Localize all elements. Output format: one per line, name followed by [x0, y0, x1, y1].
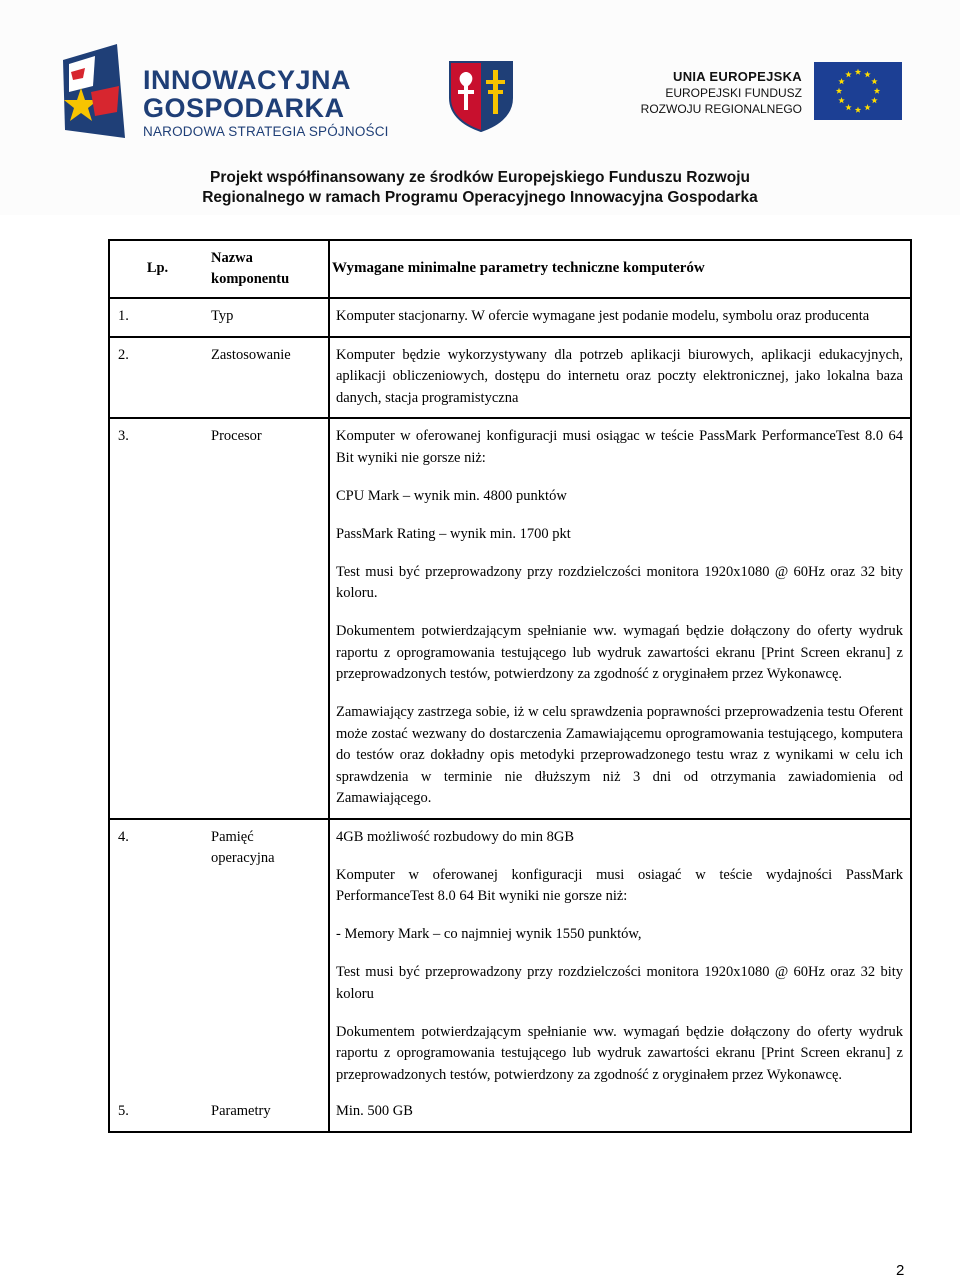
- row-lp: 5.: [118, 1103, 129, 1119]
- page-number: 2: [896, 1262, 905, 1279]
- requirement-paragraph: PassMark Rating – wynik min. 1700 pkt: [336, 525, 571, 542]
- header-name-line2: komponentu: [211, 271, 290, 287]
- requirement-paragraph: Komputer w oferowanej konfiguracji musi osiągac w teście PassMark PerformanceTest 8.0 64 Bit wyniki nie gorsze niż:: [336, 428, 903, 466]
- eu-logo-line1: UNIA EUROPEJSKA: [673, 69, 802, 84]
- requirement-paragraph: Test musi być przeprowadzony przy rozdzielczości monitora 1920x1080 @ 60Hz oraz 32 bity koloru.: [336, 563, 903, 601]
- requirement-paragraph: CPU Mark – wynik min. 4800 punktów: [336, 487, 567, 504]
- table-row: [109, 819, 911, 1095]
- eu-flag-icon: [814, 62, 902, 120]
- row-lp: 2.: [109, 337, 205, 419]
- row-component: Zastosowanie: [205, 337, 329, 419]
- ig-logo-line2: GOSPODARKA: [143, 93, 345, 123]
- innowacyjna-gospodarka-logo: [55, 42, 389, 142]
- ig-logo-line3: NARODOWA STRATEGIA SPÓJNOŚCI: [143, 124, 389, 139]
- project-cofinancing-note: [0, 168, 960, 208]
- row-component: Parametry: [211, 1103, 271, 1119]
- requirement-paragraph: Komputer stacjonarny. W ofercie wymagane jest podanie modelu, symbolu oraz producenta: [336, 308, 870, 324]
- requirement-paragraph: Komputer będzie wykorzystywany dla potrzeb aplikacji biurowych, aplikacji edukacyjnych, aplikacji obliczeniowych, dostępu do internetu oraz poczty elektronicznej, jako lokalna baza danych, stacja programistyczna: [336, 346, 903, 406]
- row-component: Typ: [211, 308, 234, 324]
- eu-fund-logo: [640, 62, 902, 124]
- eu-logo-line2: EUROPEJSKI FUNDUSZ: [665, 86, 802, 100]
- header-name-line1: Nazwa: [211, 249, 253, 266]
- innowacyjna-gospodarka-mark-icon: [55, 42, 127, 142]
- row-lp: 1.: [118, 308, 129, 324]
- project-line-2: Regionalnego w ramach Programu Operacyjnego Innowacyjna Gospodarka: [202, 189, 758, 206]
- requirement-paragraph: Zamawiający zastrzega sobie, iż w celu sprawdzenia poprawności przeprowadzenia testu Oferent może zostać wezwany do dostarczenia Zamawiającemu oprogramowania testującego, komputera do testów oraz dokładny opis metodyki przeprowadzonego testu wraz z wynikami w celu ich sprawdzenia w terminie nie dłuższym niż 3 dni od otrzymania zawiadomienia od Zamawiającego.: [336, 704, 903, 806]
- table-row: [109, 1094, 911, 1132]
- requirement-paragraph: - Memory Mark – co najmniej wynik 1550 punktów,: [336, 926, 642, 942]
- row-requirements: [329, 1094, 911, 1132]
- header-requirements: Wymagane minimalne parametry techniczne komputerów: [329, 240, 911, 298]
- row-component-line1: Pamięć: [211, 828, 254, 845]
- table-row: [109, 298, 911, 337]
- row-lp: 3.: [109, 418, 205, 819]
- project-line-1: Projekt współfinansowany ze środków Europejskiego Funduszu Rozwoju: [210, 169, 750, 186]
- page-header: [0, 0, 960, 215]
- coat-of-arms-icon: [448, 60, 514, 132]
- row-lp: 4.: [109, 819, 205, 1095]
- row-requirements: [329, 418, 911, 819]
- table-row: [109, 418, 911, 819]
- requirements-table: [108, 239, 912, 1133]
- eu-fund-text: [641, 68, 802, 117]
- row-component: [205, 819, 329, 1095]
- table-row: [109, 337, 911, 419]
- ig-logo-line1: INNOWACYJNA: [143, 65, 352, 95]
- requirement-paragraph: Test musi być przeprowadzony przy rozdzielczości monitora 1920x1080 @ 60Hz oraz 32 bity koloru: [336, 964, 903, 1002]
- row-component: Procesor: [205, 418, 329, 819]
- requirement-paragraph: Dokumentem potwierdzającym spełnianie ww. wymagań będzie dołączony do oferty wydruk raportu z oprogramowania testującego lub wydruk zawartości ekranu [Print Screen ekranu] z przeprowadzonych testów, potwierdzony za zgodność z oryginałem przez Wykonawcę.: [336, 623, 903, 682]
- eu-logo-line3: ROZWOJU REGIONALNEGO: [640, 102, 802, 116]
- requirement-paragraph: 4GB możliwość rozbudowy do min 8GB: [336, 828, 575, 845]
- row-requirements: [329, 819, 911, 1095]
- row-requirements: [329, 298, 911, 337]
- table-header-row: [109, 240, 911, 298]
- requirement-paragraph: Komputer w oferowanej konfiguracji musi osiagać w teście wydajności PassMark PerformanceTest 8.0 64 Bit wyniki nie gorsze niż:: [336, 866, 903, 904]
- requirement-paragraph: Min. 500 GB: [336, 1103, 413, 1119]
- header-component-name: [205, 240, 329, 298]
- requirement-paragraph: Dokumentem potwierdzającym spełnianie ww. wymagań będzie dołączony do oferty wydruk raportu z oprogramowania testującego lub wydruk zawartości ekranu [Print Screen ekranu] z przeprowadzonych testów, potwierdzony za zgodność z oryginałem przez Wykonawcę.: [336, 1023, 903, 1083]
- innowacyjna-gospodarka-text: [143, 66, 389, 142]
- header-lp: Lp.: [109, 240, 205, 298]
- row-component-line2: operacyjna: [211, 850, 275, 866]
- row-requirements: [329, 337, 911, 419]
